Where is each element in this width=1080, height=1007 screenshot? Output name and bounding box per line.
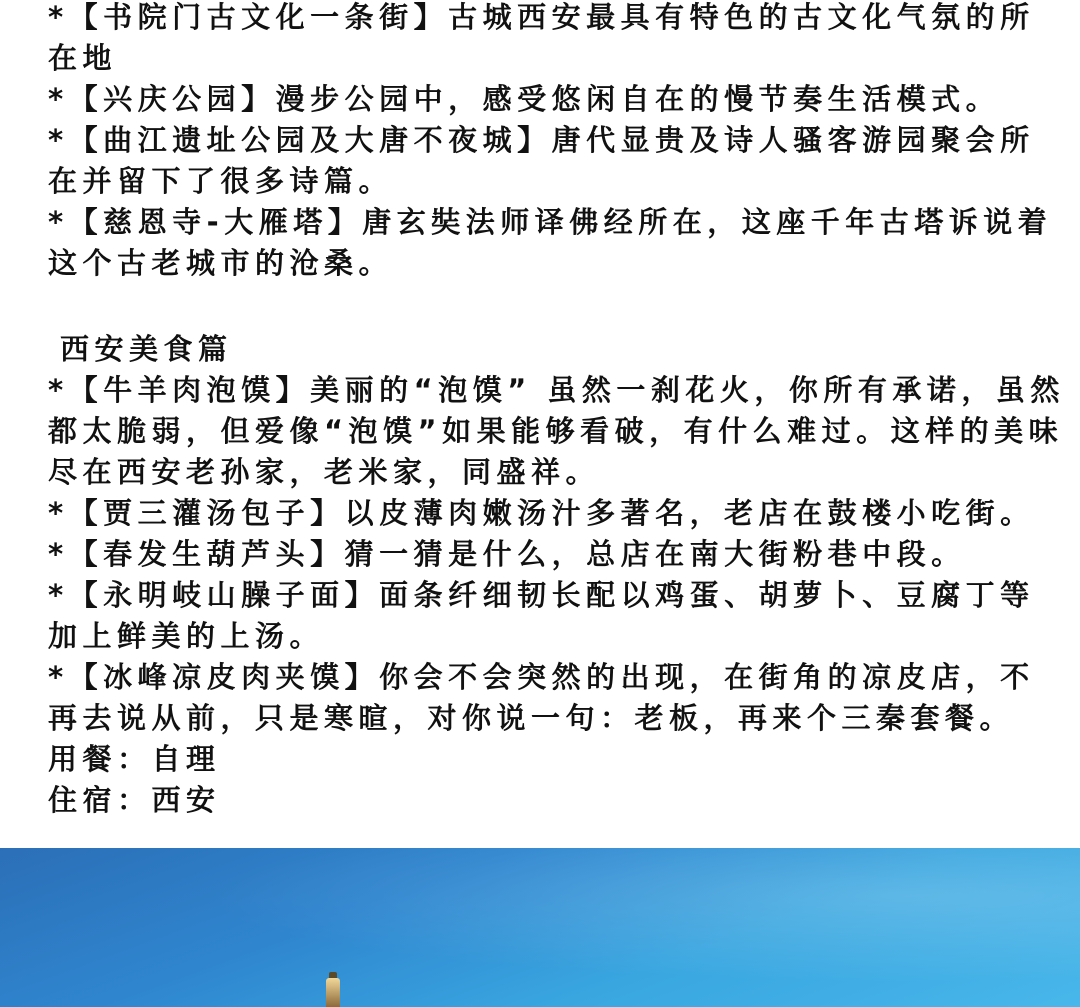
food-item: *【春发生葫芦头】猜一猜是什么，总店在南大街粉巷中段。 — [48, 537, 966, 571]
food-item: *【贾三灌汤包子】以皮薄肉嫩汤汁多著名，老店在鼓楼小吃街。 — [48, 496, 1035, 530]
section-spacer — [48, 284, 1068, 329]
sky-haze — [0, 848, 1080, 1007]
food-item: *【牛羊肉泡馍】美丽的“泡馍” 虽然一刹花火，你所有承诺，虽然都太脆弱，但爱像“泡馍”如果能够看破，有什么难过。这样的美味尽在西安老孙家，老米家，同盛祥。 — [48, 373, 1065, 489]
lodging-info: 住宿：西安 — [48, 783, 221, 817]
attraction-item: *【慈恩寺-大雁塔】唐玄奘法师译佛经所在，这座千年古塔诉说着这个古老城市的沧桑。 — [48, 205, 1053, 280]
food-item: *【永明岐山臊子面】面条纤细韧长配以鸡蛋、胡萝卜、豆腐丁等加上鲜美的上汤。 — [48, 578, 1035, 653]
section-title-food: 西安美食篇 — [60, 332, 233, 366]
food-item: *【冰峰凉皮肉夹馍】你会不会突然的出现，在街角的凉皮店，不再去说从前，只是寒暄，对你说一句：老板，再来个三秦套餐。 — [48, 660, 1035, 735]
attraction-item: *【书院门古文化一条街】古城西安最具有特色的古文化气氛的所在地 — [48, 0, 1035, 75]
itinerary-text — [48, 0, 1068, 821]
attraction-item: *【曲江遗址公园及大唐不夜城】唐代显贵及诗人骚客游园聚会所在并留下了很多诗篇。 — [48, 123, 1035, 198]
attraction-item: *【兴庆公园】漫步公园中，感受悠闲自在的慢节奏生活模式。 — [48, 82, 1001, 116]
meals-info: 用餐：自理 — [48, 742, 221, 776]
city-photo — [0, 848, 1080, 1007]
tower-shape — [326, 978, 340, 1007]
